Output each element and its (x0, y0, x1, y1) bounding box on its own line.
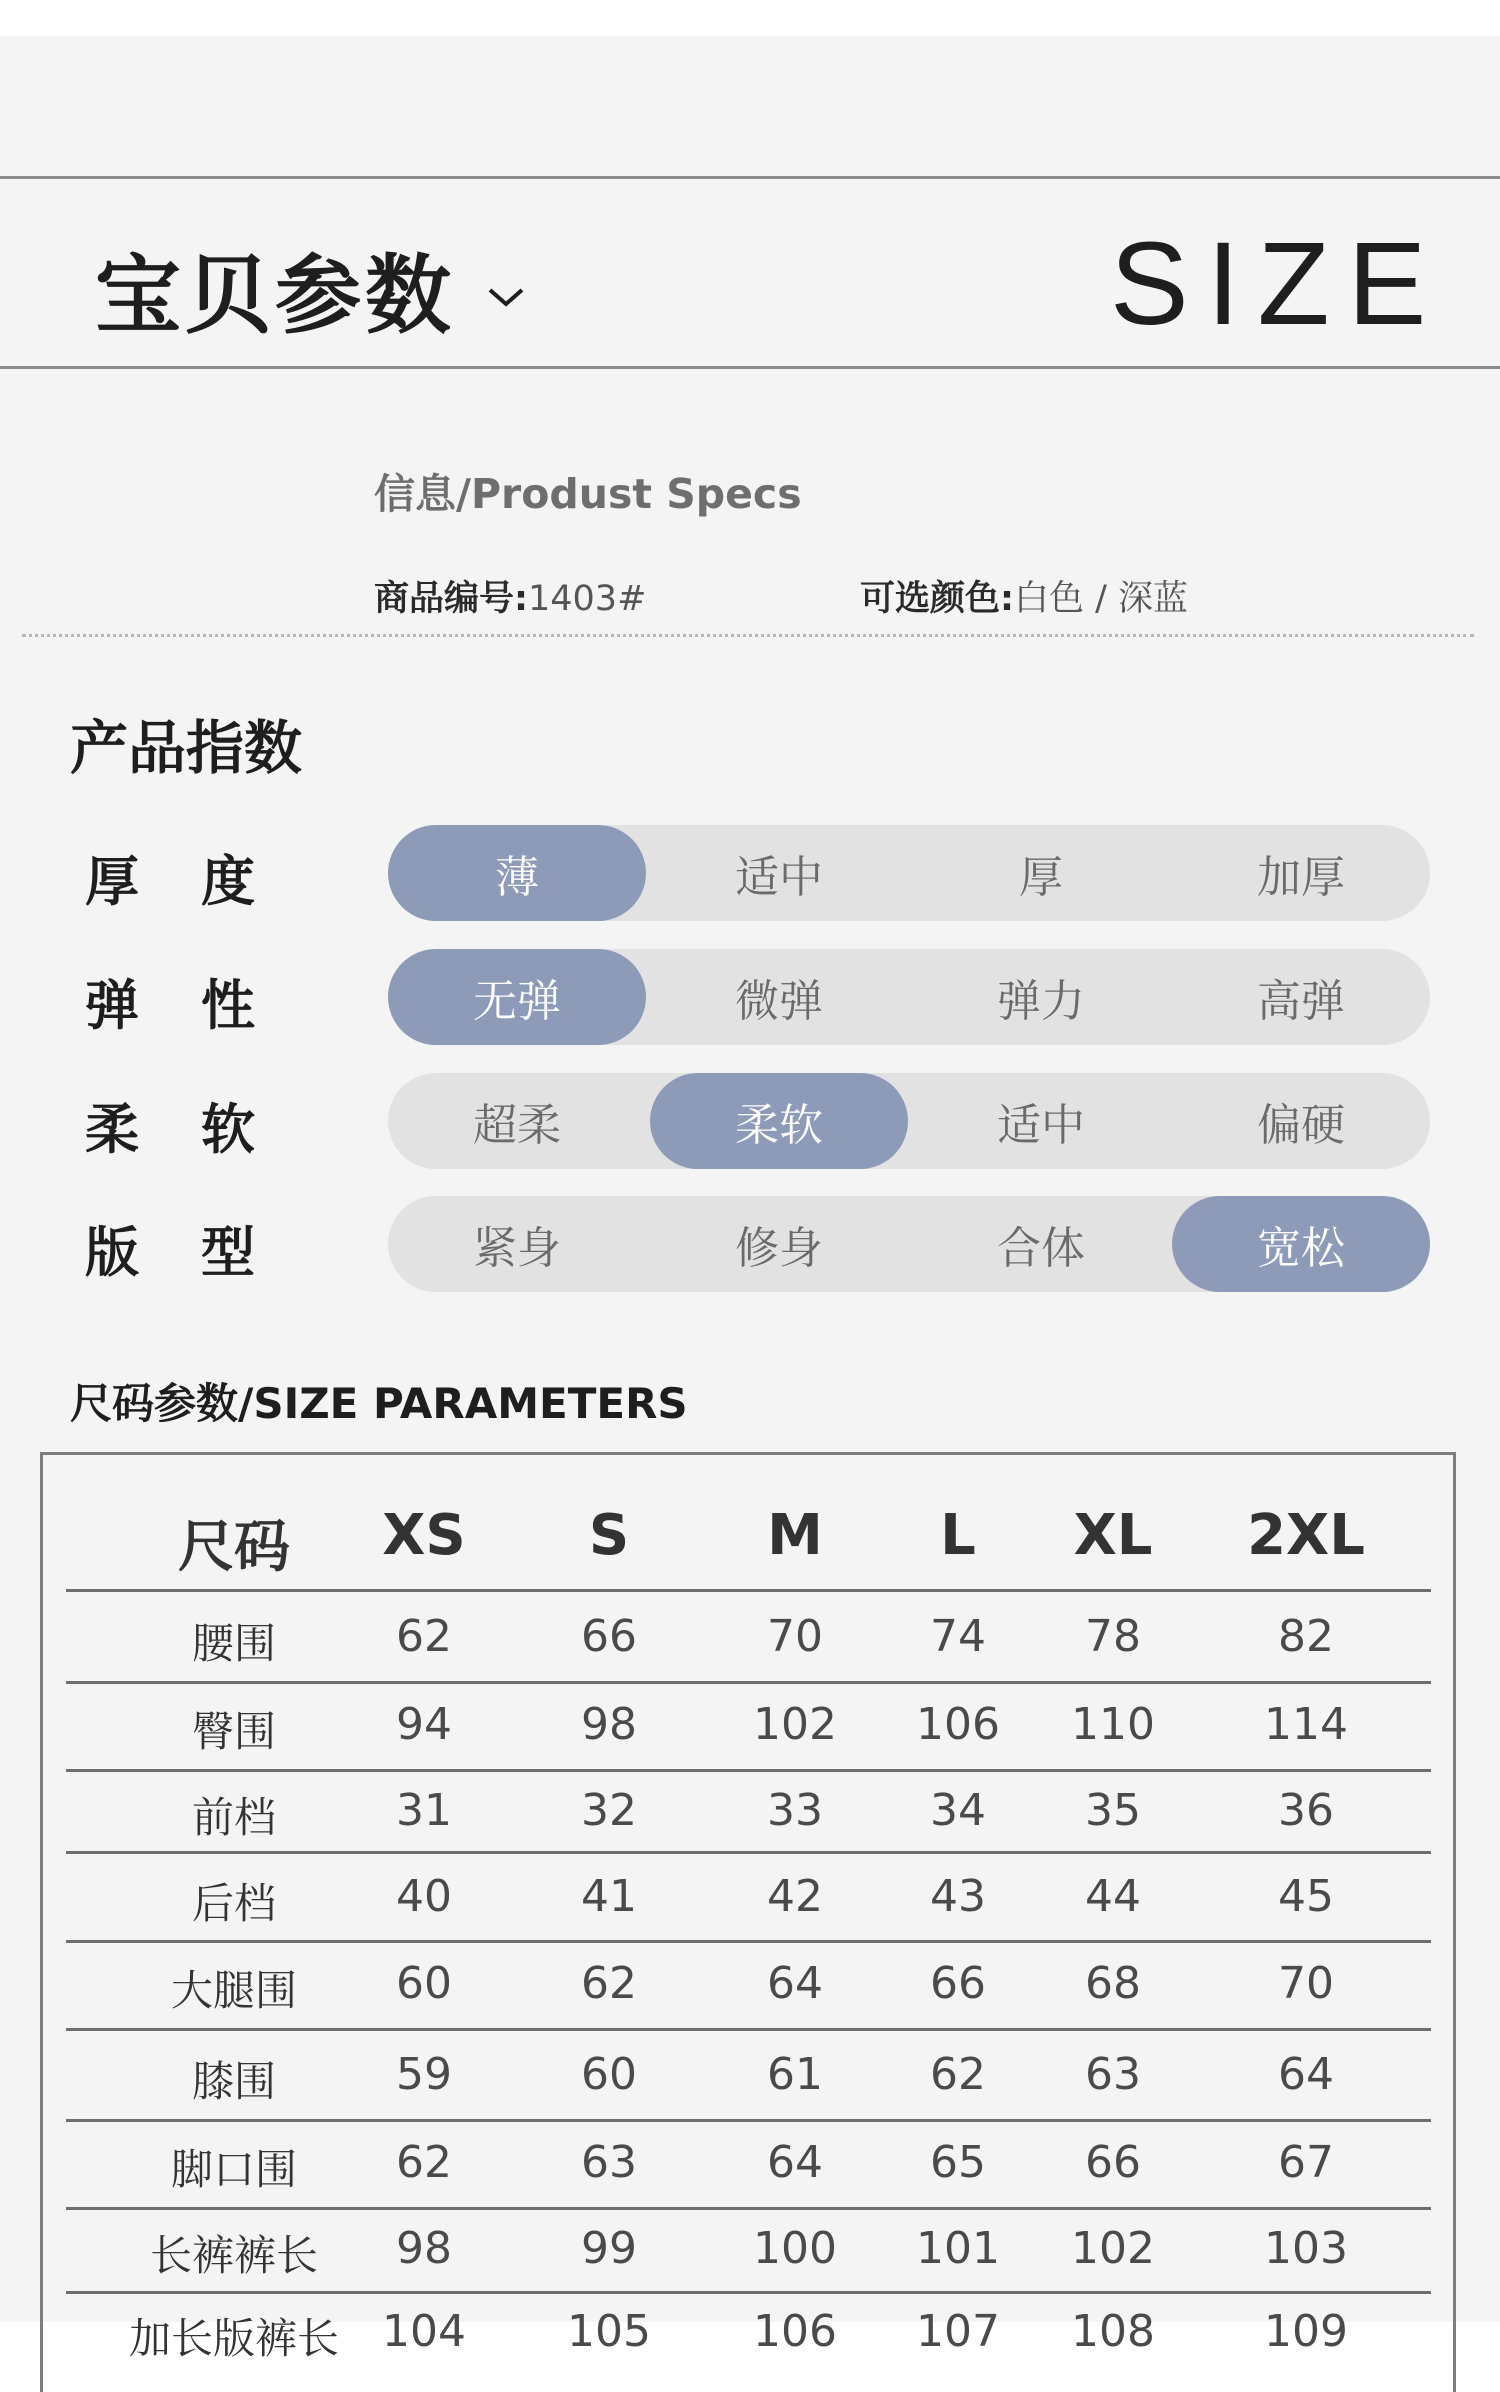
dotted-divider (22, 634, 1474, 637)
index-option[interactable]: 厚 (1019, 852, 1063, 903)
index-option[interactable]: 高弹 (1257, 976, 1345, 1027)
size-table-cell: 104 (382, 2306, 466, 2357)
product-detail-page (0, 36, 1500, 2363)
size-table-cell: 32 (581, 1785, 637, 1836)
index-option[interactable]: 偏硬 (1257, 1100, 1345, 1151)
size-row-label: 膝围 (191, 2057, 277, 2106)
index-option-track (388, 949, 1430, 1045)
index-option[interactable]: 薄 (388, 825, 646, 921)
index-option[interactable]: 弹力 (997, 976, 1085, 1027)
size-table-cell: 106 (916, 1699, 1000, 1750)
index-label: 版型 (85, 1221, 317, 1284)
color-label: 可选颜色: (860, 579, 1014, 619)
page-title: 宝贝参数 (95, 246, 455, 346)
size-table-cell: 98 (581, 1699, 637, 1750)
size-table-cell: 100 (753, 2223, 837, 2274)
size-table-row-divider (66, 1851, 1431, 1854)
size-table-cell: 66 (581, 1611, 637, 1662)
size-table-cell: 82 (1278, 1611, 1334, 1662)
spec-heading: 信息/Produst Specs (374, 470, 802, 518)
size-row-label: 臀围 (191, 1707, 277, 1756)
header-bottom-divider (0, 366, 1500, 369)
size-table-cell: 35 (1085, 1785, 1141, 1836)
size-table-cell: 109 (1264, 2306, 1348, 2357)
size-table-cell: 31 (396, 1785, 452, 1836)
item-number-label: 商品编号: (374, 579, 528, 619)
index-label: 弹性 (85, 974, 317, 1037)
size-table-cell: 62 (396, 1611, 452, 1662)
size-table-row-divider (66, 1940, 1431, 1943)
size-table-header: 尺码 (178, 1515, 290, 1580)
index-option[interactable]: 柔软 (650, 1073, 908, 1169)
size-table-header: L (940, 1503, 976, 1568)
size-table-cell: 61 (767, 2049, 823, 2100)
index-option[interactable]: 超柔 (473, 1100, 561, 1151)
size-table-cell: 62 (930, 2049, 986, 2100)
size-table-cell: 60 (396, 1958, 452, 2009)
size-row-label: 后档 (191, 1879, 277, 1928)
size-table-cell: 63 (581, 2137, 637, 2188)
size-table-cell: 60 (581, 2049, 637, 2100)
size-table-cell: 103 (1264, 2223, 1348, 2274)
index-label: 厚度 (85, 850, 317, 913)
size-table-cell: 68 (1085, 1958, 1141, 2009)
size-table-cell: 102 (1071, 2223, 1155, 2274)
size-heading: SIZE (1110, 218, 1445, 350)
size-table-cell: 45 (1278, 1871, 1334, 1922)
item-number (374, 571, 646, 621)
size-table-cell: 36 (1278, 1785, 1334, 1836)
size-table-cell: 33 (767, 1785, 823, 1836)
index-option-track (388, 825, 1430, 921)
index-option-track (388, 1073, 1430, 1169)
color-options (860, 571, 1188, 621)
size-table-cell: 43 (930, 1871, 986, 1922)
item-number-value: 1403# (528, 579, 647, 619)
size-table-cell: 99 (581, 2223, 637, 2274)
size-table-cell: 44 (1085, 1871, 1141, 1922)
color-value: 白色 / 深蓝 (1014, 579, 1189, 619)
size-table-cell: 64 (767, 2137, 823, 2188)
size-row-label: 前档 (191, 1793, 277, 1842)
size-table-row-divider (66, 2291, 1431, 2294)
size-table-cell: 42 (767, 1871, 823, 1922)
size-table-cell: 70 (767, 1611, 823, 1662)
index-option[interactable]: 修身 (735, 1223, 823, 1274)
index-option[interactable]: 加厚 (1257, 852, 1345, 903)
size-table-cell: 74 (930, 1611, 986, 1662)
size-table-cell: 102 (753, 1699, 837, 1750)
size-table-row-divider (66, 1681, 1431, 1684)
size-table-header: XS (382, 1503, 466, 1568)
size-table-header: XL (1073, 1503, 1153, 1568)
size-table-header: S (588, 1503, 630, 1568)
size-table-cell: 66 (1085, 2137, 1141, 2188)
size-table-cell: 41 (581, 1871, 637, 1922)
size-table-header: M (767, 1503, 823, 1568)
header-top-divider (0, 176, 1500, 179)
size-table-row-divider (66, 2119, 1431, 2122)
index-option[interactable]: 适中 (997, 1100, 1085, 1151)
size-table-cell: 94 (396, 1699, 452, 1750)
size-table-cell: 64 (767, 1958, 823, 2009)
size-table-cell: 64 (1278, 2049, 1334, 2100)
chevron-down-icon[interactable] (486, 286, 526, 310)
index-option[interactable]: 宽松 (1172, 1196, 1430, 1292)
size-table-row-divider (66, 1589, 1431, 1592)
size-table-cell: 40 (396, 1871, 452, 1922)
size-table-row-divider (66, 2207, 1431, 2210)
size-table-cell: 70 (1278, 1958, 1334, 2009)
size-row-label: 加长版裤长 (128, 2314, 340, 2363)
size-table-cell: 110 (1071, 1699, 1155, 1750)
index-option[interactable]: 合体 (997, 1223, 1085, 1274)
size-table-cell: 105 (567, 2306, 651, 2357)
size-table-cell: 62 (581, 1958, 637, 2009)
size-table-row-divider (66, 1769, 1431, 1772)
index-option[interactable]: 紧身 (473, 1223, 561, 1274)
size-table-cell: 66 (930, 1958, 986, 2009)
size-table-cell: 114 (1264, 1699, 1348, 1750)
size-table-cell: 101 (916, 2223, 1000, 2274)
size-parameters-title: 尺码参数/SIZE PARAMETERS (70, 1379, 688, 1428)
size-row-label: 长裤裤长 (149, 2231, 319, 2280)
size-table-cell: 107 (916, 2306, 1000, 2357)
index-option-track (388, 1196, 1430, 1292)
size-table-cell: 78 (1085, 1611, 1141, 1662)
index-option[interactable]: 微弹 (735, 976, 823, 1027)
size-table-cell: 62 (396, 2137, 452, 2188)
size-table-cell: 108 (1071, 2306, 1155, 2357)
index-option[interactable]: 适中 (735, 852, 823, 903)
index-label: 柔软 (85, 1098, 317, 1161)
index-option[interactable]: 无弹 (388, 949, 646, 1045)
size-table-cell: 63 (1085, 2049, 1141, 2100)
size-table-cell: 67 (1278, 2137, 1334, 2188)
size-table-cell: 59 (396, 2049, 452, 2100)
size-row-label: 脚口围 (170, 2145, 298, 2194)
size-row-label: 腰围 (191, 1619, 277, 1668)
size-table-header: 2XL (1247, 1503, 1365, 1568)
size-table-cell: 34 (930, 1785, 986, 1836)
size-table-cell: 98 (396, 2223, 452, 2274)
size-row-label: 大腿围 (170, 1966, 298, 2015)
size-table-row-divider (66, 2028, 1431, 2031)
size-table-cell: 106 (753, 2306, 837, 2357)
product-index-title: 产品指数 (70, 714, 303, 782)
size-table-cell: 65 (930, 2137, 986, 2188)
